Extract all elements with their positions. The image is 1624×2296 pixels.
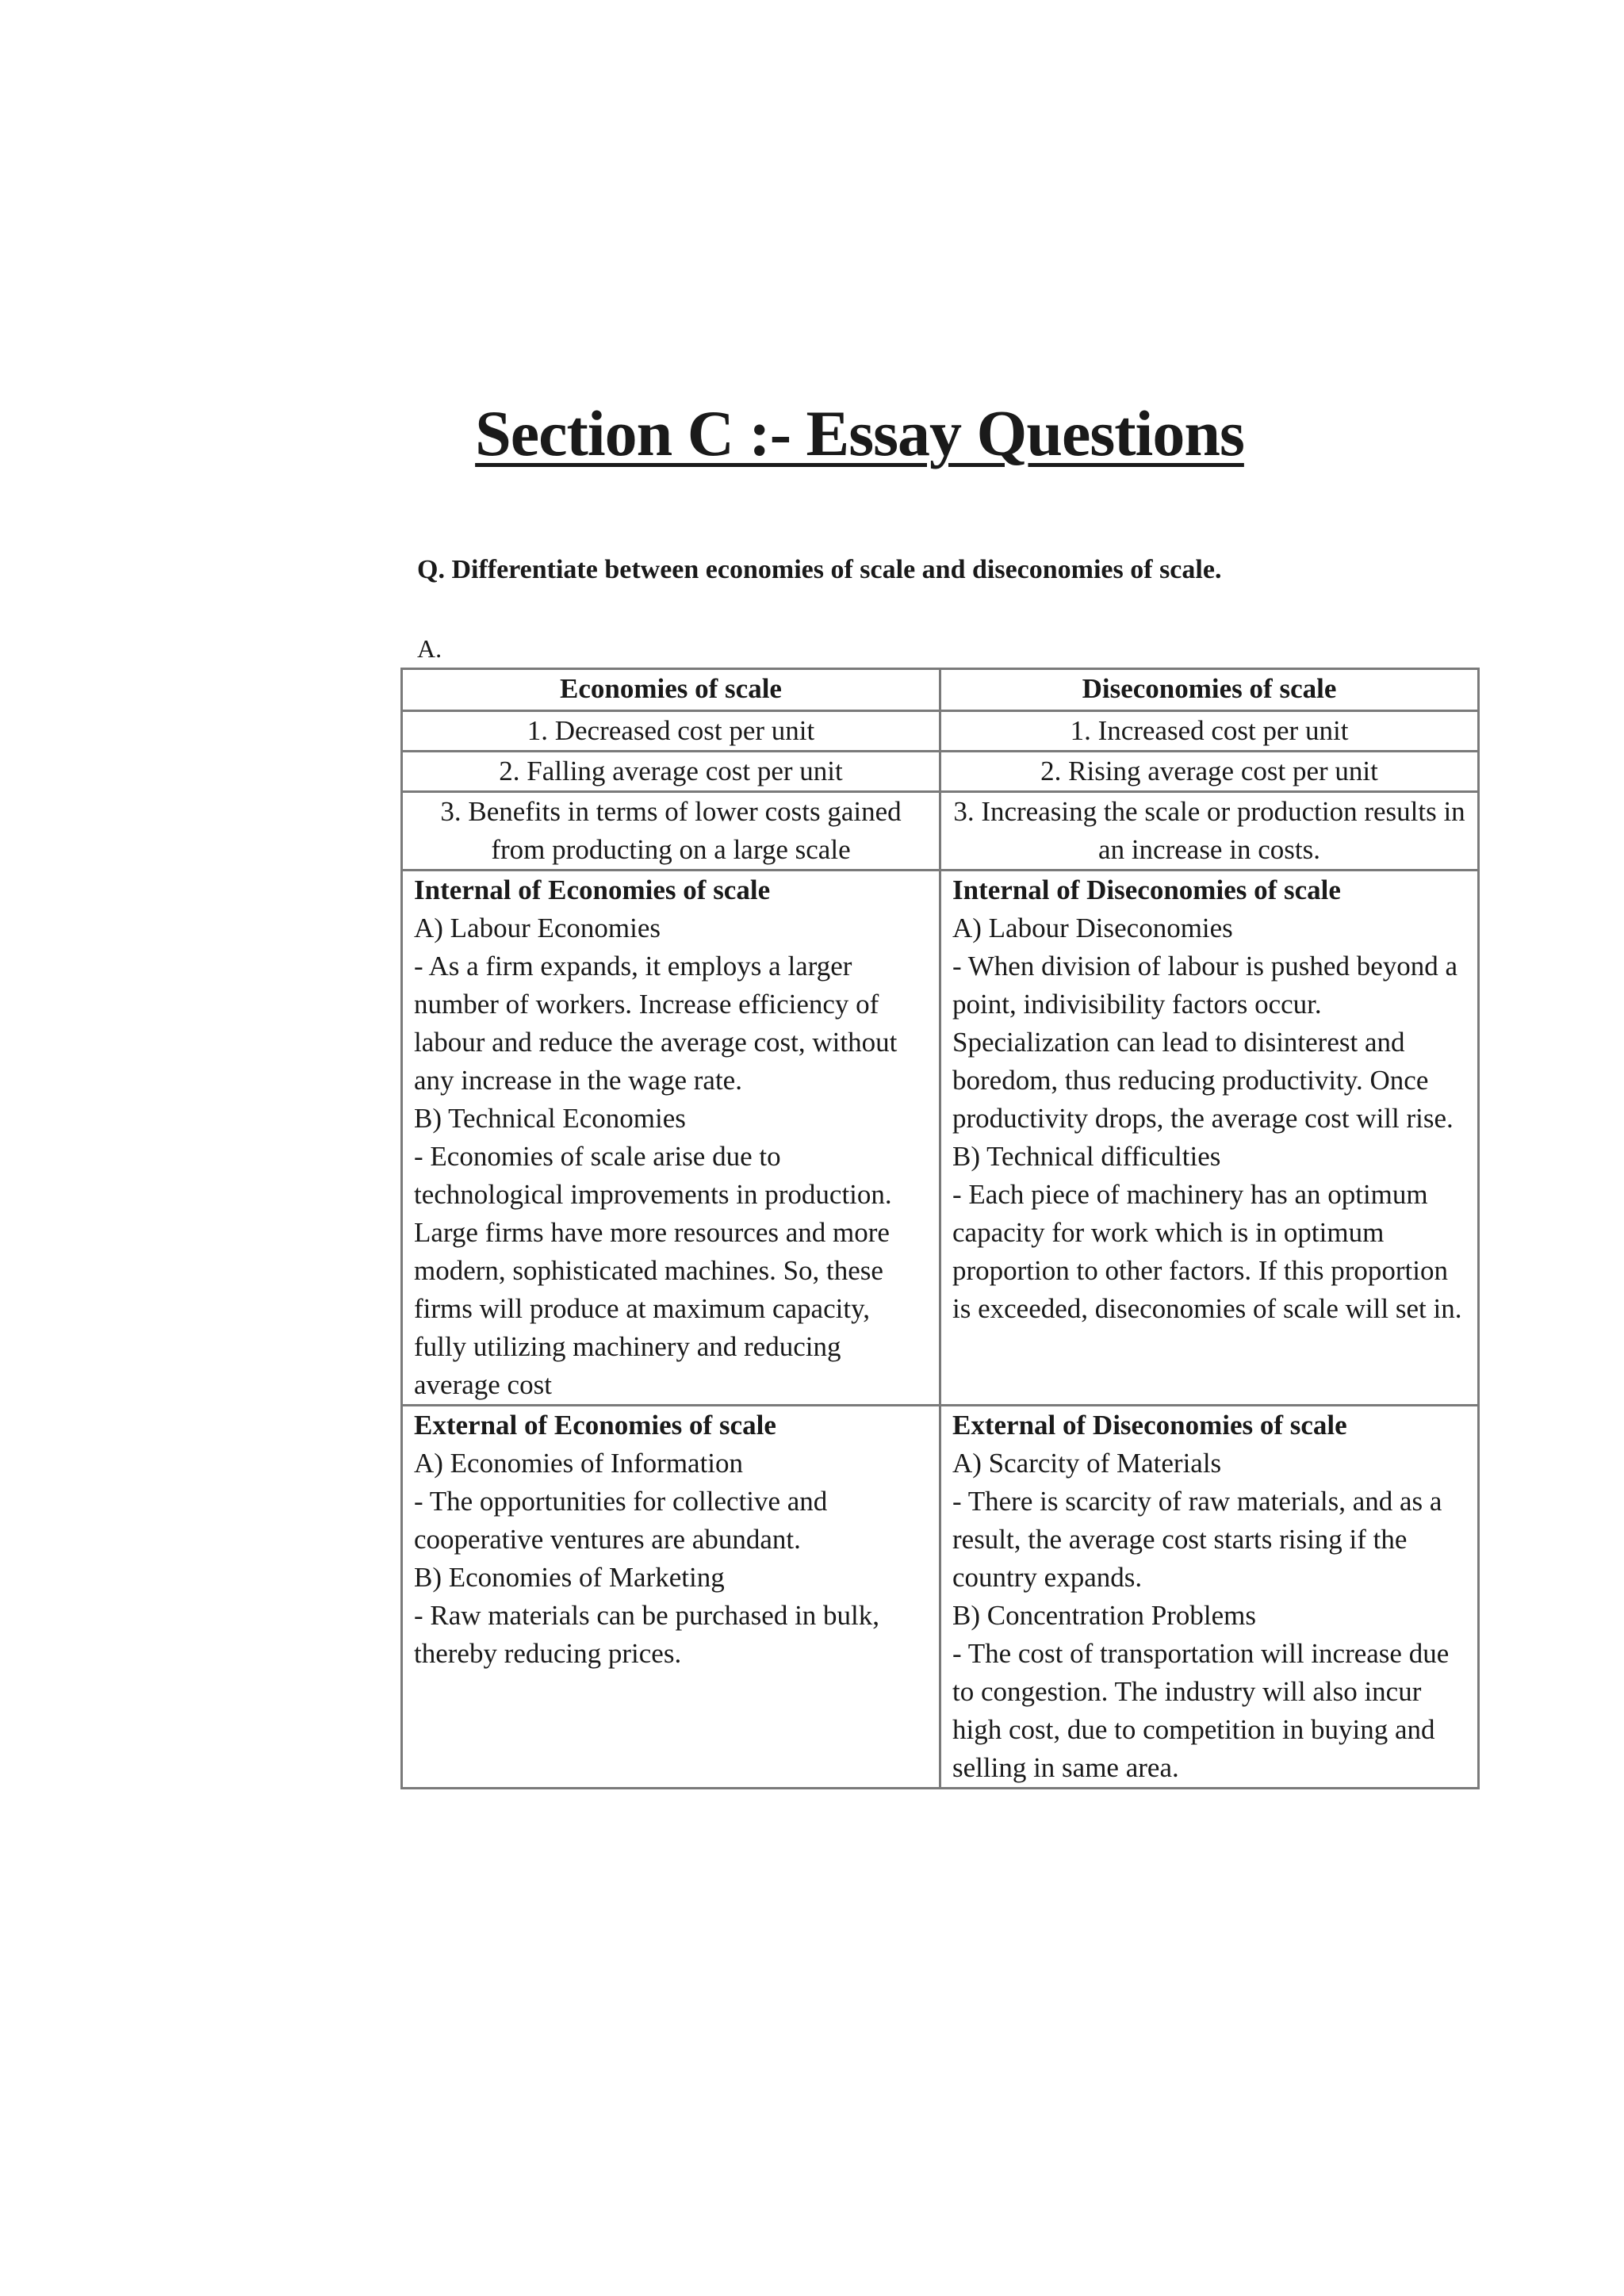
internal-economies-cell (402, 871, 940, 1406)
section-heading: External of Economies of scale (414, 1410, 776, 1441)
table-cell: 3. Benefits in terms of lower costs gained from producting on a large scale (402, 792, 940, 871)
subsection-title: B) Economies of Marketing (414, 1562, 725, 1593)
section-heading: External of Diseconomies of scale (952, 1410, 1347, 1441)
section-heading: Internal of Diseconomies of scale (952, 874, 1341, 905)
external-row (402, 1406, 1479, 1789)
table-cell: 2. Rising average cost per unit (940, 752, 1479, 792)
question-text: Q. Differentiate between economies of scale and diseconomies of scale. (417, 555, 1222, 584)
table-row (402, 711, 1479, 752)
table-cell: 1. Increased cost per unit (940, 711, 1479, 752)
subsection-title: B) Technical Economies (414, 1103, 686, 1134)
table-cell: 3. Increasing the scale or production results in an increase in costs. (940, 792, 1479, 871)
subsection-text: - The cost of transportation will increase due to congestion. The industry will also incur high cost, due to competition in buying and selling in same area. (952, 1638, 1450, 1783)
subsection-text: - Raw materials can be purchased in bulk, thereby reducing prices. (414, 1600, 880, 1669)
table-header-row (402, 669, 1479, 711)
header-economies: Economies of scale (402, 669, 940, 711)
subsection-text: - Each piece of machinery has an optimum capacity for work which is in optimum proportion to other factors. If this proportion is exceeded, diseconomies of scale will set in. (952, 1179, 1462, 1324)
subsection-title: A) Economies of Information (414, 1448, 744, 1479)
answer-label: A. (417, 634, 442, 663)
table-row (402, 752, 1479, 792)
table-cell: 1. Decreased cost per unit (402, 711, 940, 752)
header-diseconomies: Diseconomies of scale (940, 669, 1479, 711)
page-title: Section C :- Essay Questions (475, 397, 1244, 469)
subsection-title: B) Technical difficulties (952, 1141, 1221, 1172)
comparison-table (400, 668, 1480, 1789)
internal-diseconomies-cell (940, 871, 1479, 1406)
subsection-title: A) Scarcity of Materials (952, 1448, 1222, 1479)
subsection-text: - Economies of scale arise due to technological improvements in production. Large firms have more resources and more modern, sophisticated machines. So, these firms will produce at maximum capacity, fully utilizing machinery and reducing average cost (414, 1141, 892, 1400)
external-economies-cell (402, 1406, 940, 1789)
table-row (402, 792, 1479, 871)
subsection-text: - As a firm expands, it employs a larger number of workers. Increase efficiency of labour and reduce the average cost, without any increase in the wage rate. (414, 951, 898, 1096)
subsection-title: A) Labour Economies (414, 913, 661, 943)
section-heading: Internal of Economies of scale (414, 874, 771, 905)
subsection-title: B) Concentration Problems (952, 1600, 1257, 1631)
table-cell: 2. Falling average cost per unit (402, 752, 940, 792)
subsection-text: - When division of labour is pushed beyond a point, indivisibility factors occur. Specialization can lead to disinterest and boredom, thus reducing productivity. Once productivity drops, the average cost will rise. (952, 951, 1458, 1134)
subsection-title: A) Labour Diseconomies (952, 913, 1233, 943)
external-diseconomies-cell (940, 1406, 1479, 1789)
subsection-text: - The opportunities for collective and cooperative ventures are abundant. (414, 1486, 828, 1555)
internal-row (402, 871, 1479, 1406)
subsection-text: - There is scarcity of raw materials, and as a result, the average cost starts rising if the country expands. (952, 1486, 1442, 1593)
